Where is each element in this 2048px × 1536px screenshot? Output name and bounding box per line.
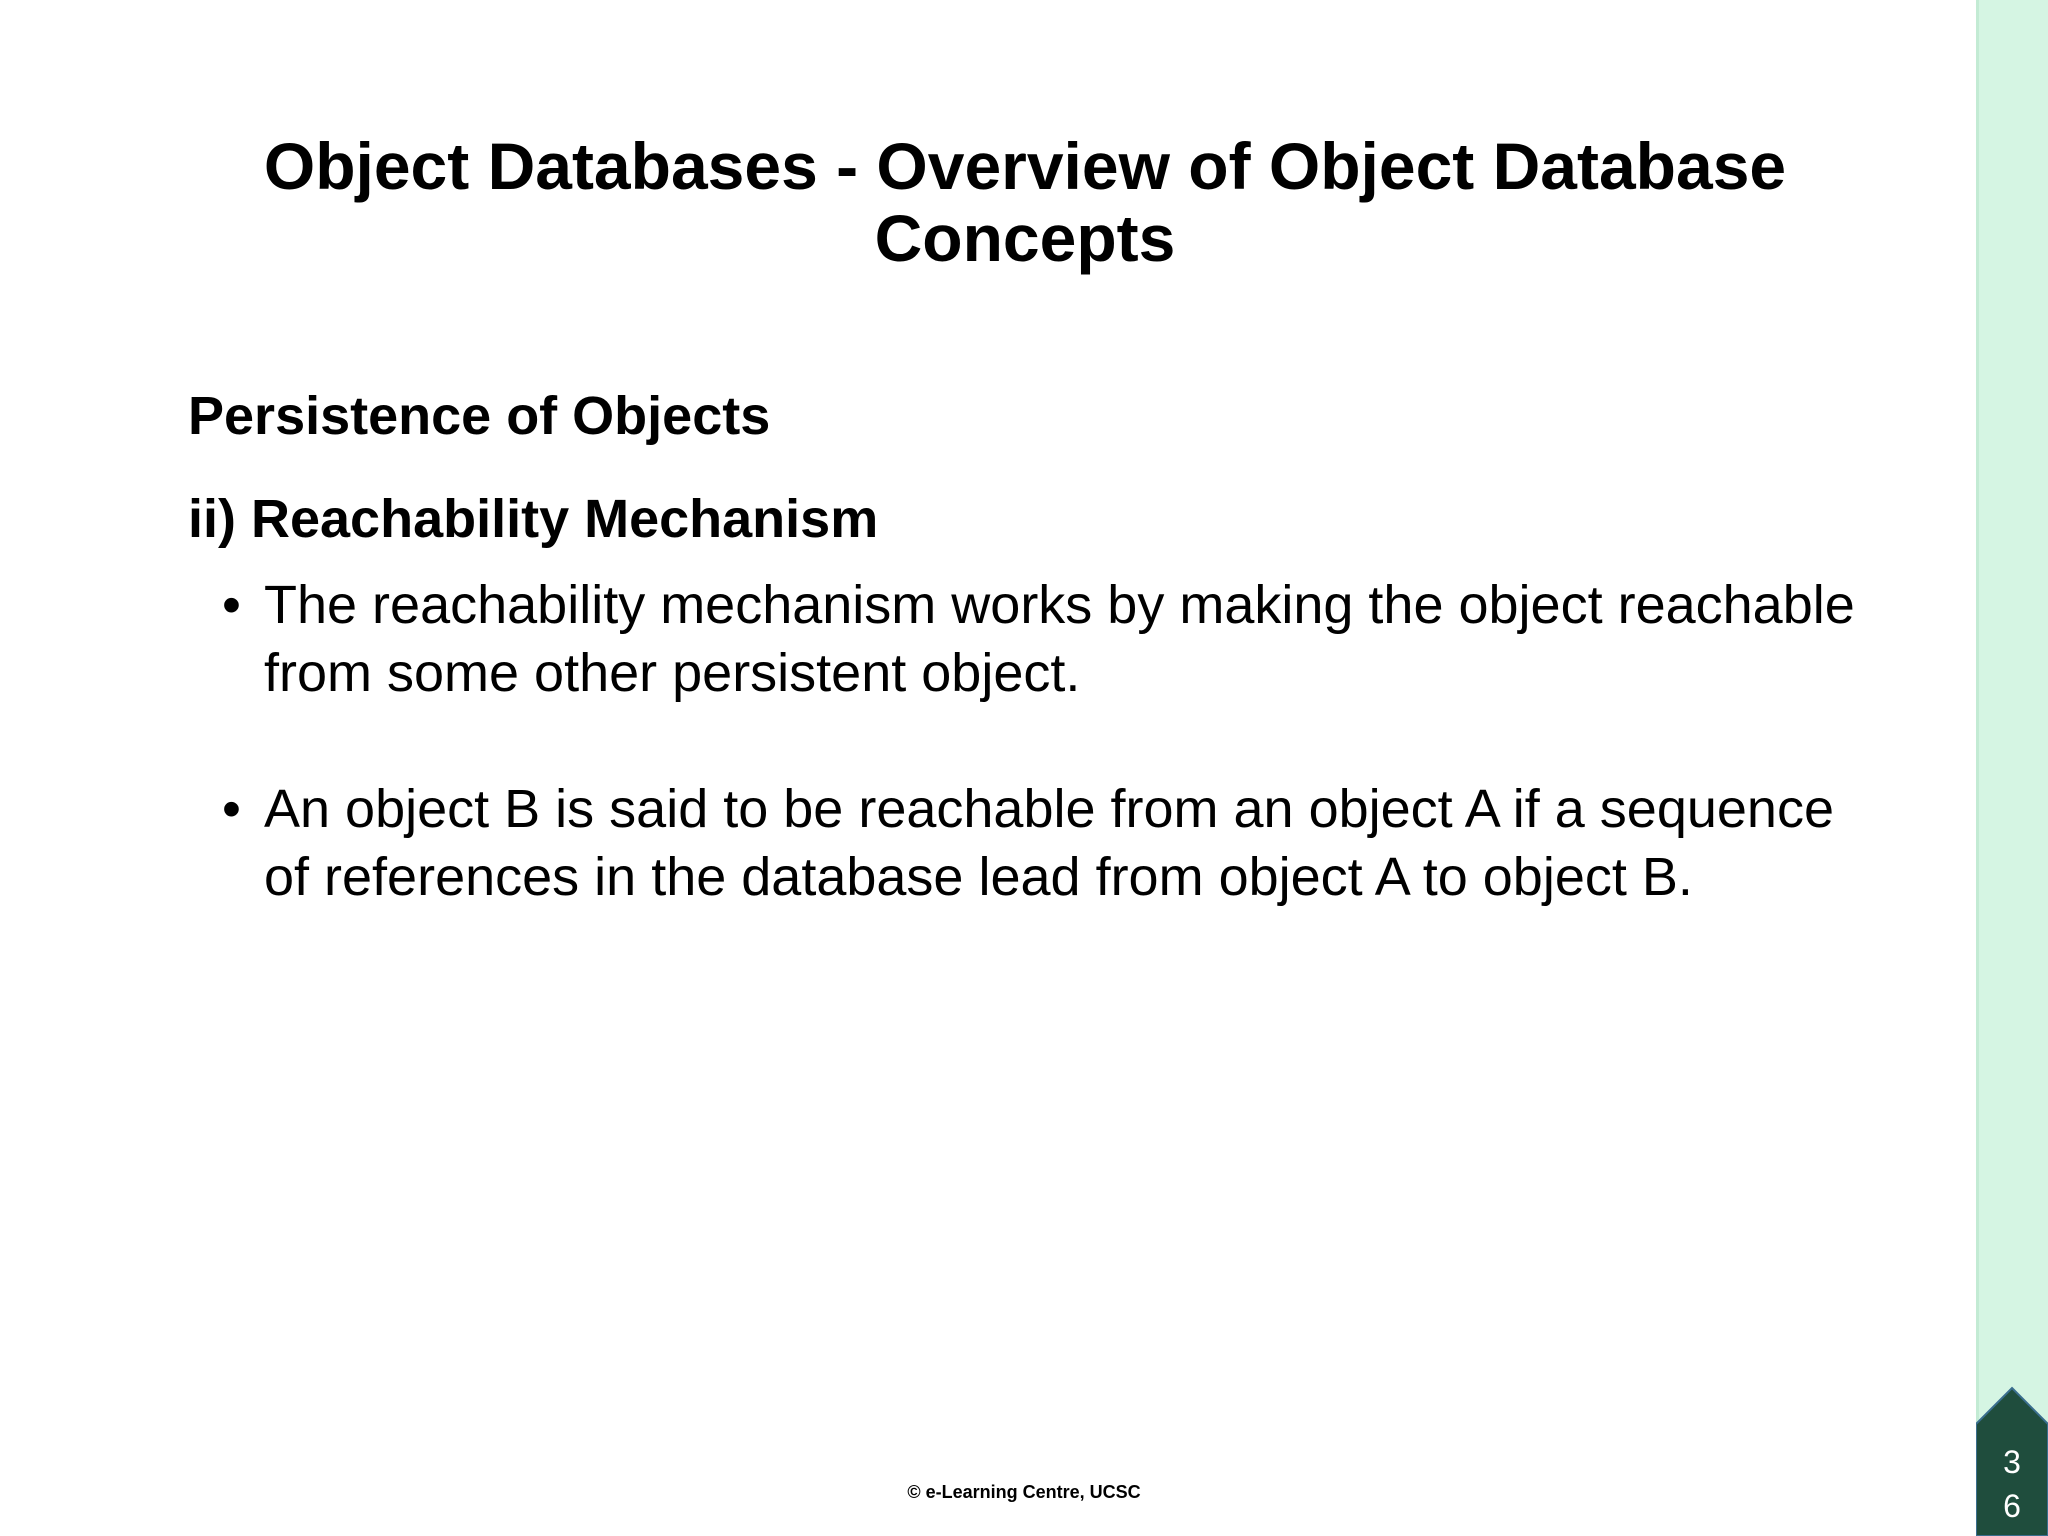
bullet-text: An object B is said to be reachable from an object A if a sequence of references in the database lead from object A to object B. [264, 779, 1834, 907]
bullet-text: The reachability mechanism works by making the object reachable from some other persistent object. [264, 575, 1855, 703]
bullet-marker: • [222, 575, 241, 635]
section-heading: Persistence of Objects [188, 386, 771, 446]
bullet-marker: • [222, 779, 241, 839]
slide-title: Object Databases - Overview of Object Database Concepts [263, 129, 1787, 275]
side-band-edge [1976, 0, 1979, 1536]
bullet-item [222, 571, 1862, 707]
page-number-digit: 3 [2003, 1444, 2021, 1480]
page-number-digit: 6 [2003, 1488, 2021, 1524]
page-number-badge [1976, 1386, 2048, 1536]
side-band [1978, 0, 2048, 1536]
footer-copyright: © e-Learning Centre, UCSC [907, 1482, 1141, 1502]
bullet-item [222, 775, 1862, 911]
subheading: ii) Reachability Mechanism [188, 489, 879, 549]
